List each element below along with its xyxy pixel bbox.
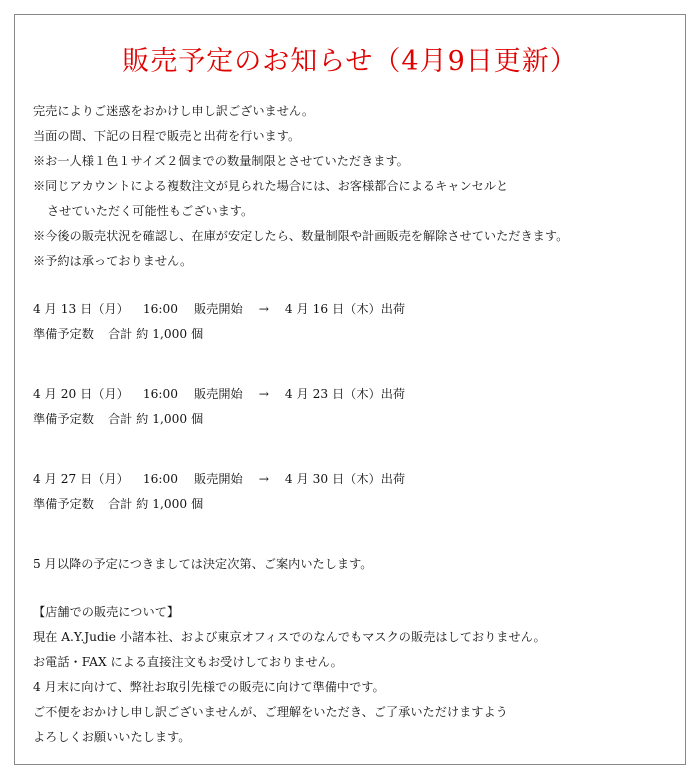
stock-total: 合計 約 1,000 個 xyxy=(107,497,204,511)
store-line: よろしくお願いいたします。 xyxy=(33,730,191,744)
notice-line: ※お一人様１色１サイズ２個までの数量制限とさせていただきます。 xyxy=(33,154,409,168)
schedule-row xyxy=(33,467,681,492)
notice-line: 完売によりご迷惑をおかけし申し訳ございません。 xyxy=(33,104,315,118)
stock-total: 合計 約 1,000 個 xyxy=(107,412,204,426)
store-line: 4 月末に向けて、弊社お取引先様での販売に向けて準備中です。 xyxy=(33,680,385,694)
stock-label: 準備予定数 xyxy=(33,497,94,511)
store-line: お電話・FAX による直接注文もお受けしておりません。 xyxy=(33,655,343,669)
sale-date: 4 月 27 日（月） xyxy=(33,472,129,486)
notice-body xyxy=(33,99,681,750)
ship-date: 4 月 23 日（木）出荷 xyxy=(284,387,406,401)
arrow-icon: → xyxy=(258,472,269,486)
notice-line: ※今後の販売状況を確認し、在庫が安定したら、数量制限や計画販売を解除させていただきます。 xyxy=(33,229,569,243)
notice-frame xyxy=(14,14,686,765)
stock-label: 準備予定数 xyxy=(33,412,94,426)
ship-date: 4 月 16 日（木）出荷 xyxy=(284,302,406,316)
stock-row xyxy=(33,322,681,347)
page-title: 販売予定のお知らせ（4月9日更新） xyxy=(122,46,578,77)
store-heading: 【店舗での販売について】 xyxy=(33,605,180,619)
stock-row xyxy=(33,407,681,432)
stock-label: 準備予定数 xyxy=(33,327,94,341)
notice-line: ※同じアカウントによる複数注文が見られた場合には、お客様都合によるキャンセルと xyxy=(33,179,509,193)
sale-action: 販売開始 xyxy=(193,302,243,316)
store-line: 現在 A.Y.Judie 小諸本社、および東京オフィスでのなんでもマスクの販売はしておりません。 xyxy=(33,630,546,644)
ship-date: 4 月 30 日（木）出荷 xyxy=(284,472,406,486)
sale-time: 16:00 xyxy=(142,387,178,401)
notice-line: 当面の間、下記の日程で販売と出荷を行います。 xyxy=(33,129,301,143)
schedule-row xyxy=(33,382,681,407)
arrow-icon: → xyxy=(258,302,269,316)
arrow-icon: → xyxy=(258,387,269,401)
sale-action: 販売開始 xyxy=(193,387,243,401)
notice-line: ※予約は承っておりません。 xyxy=(33,254,193,268)
sale-date: 4 月 20 日（月） xyxy=(33,387,129,401)
stock-total: 合計 約 1,000 個 xyxy=(107,327,204,341)
sale-action: 販売開始 xyxy=(193,472,243,486)
sale-time: 16:00 xyxy=(142,472,178,486)
notice-line: させていただく可能性もございます。 xyxy=(47,204,254,218)
stock-row xyxy=(33,492,681,517)
sale-time: 16:00 xyxy=(142,302,178,316)
sale-date: 4 月 13 日（月） xyxy=(33,302,129,316)
schedule-row xyxy=(33,297,681,322)
store-line: ご不便をおかけし申し訳ございませんが、ご理解をいただき、ご了承いただけますよう xyxy=(33,705,508,719)
after-may-note: 5 月以降の予定につきましては決定次第、ご案内いたします。 xyxy=(33,557,373,571)
